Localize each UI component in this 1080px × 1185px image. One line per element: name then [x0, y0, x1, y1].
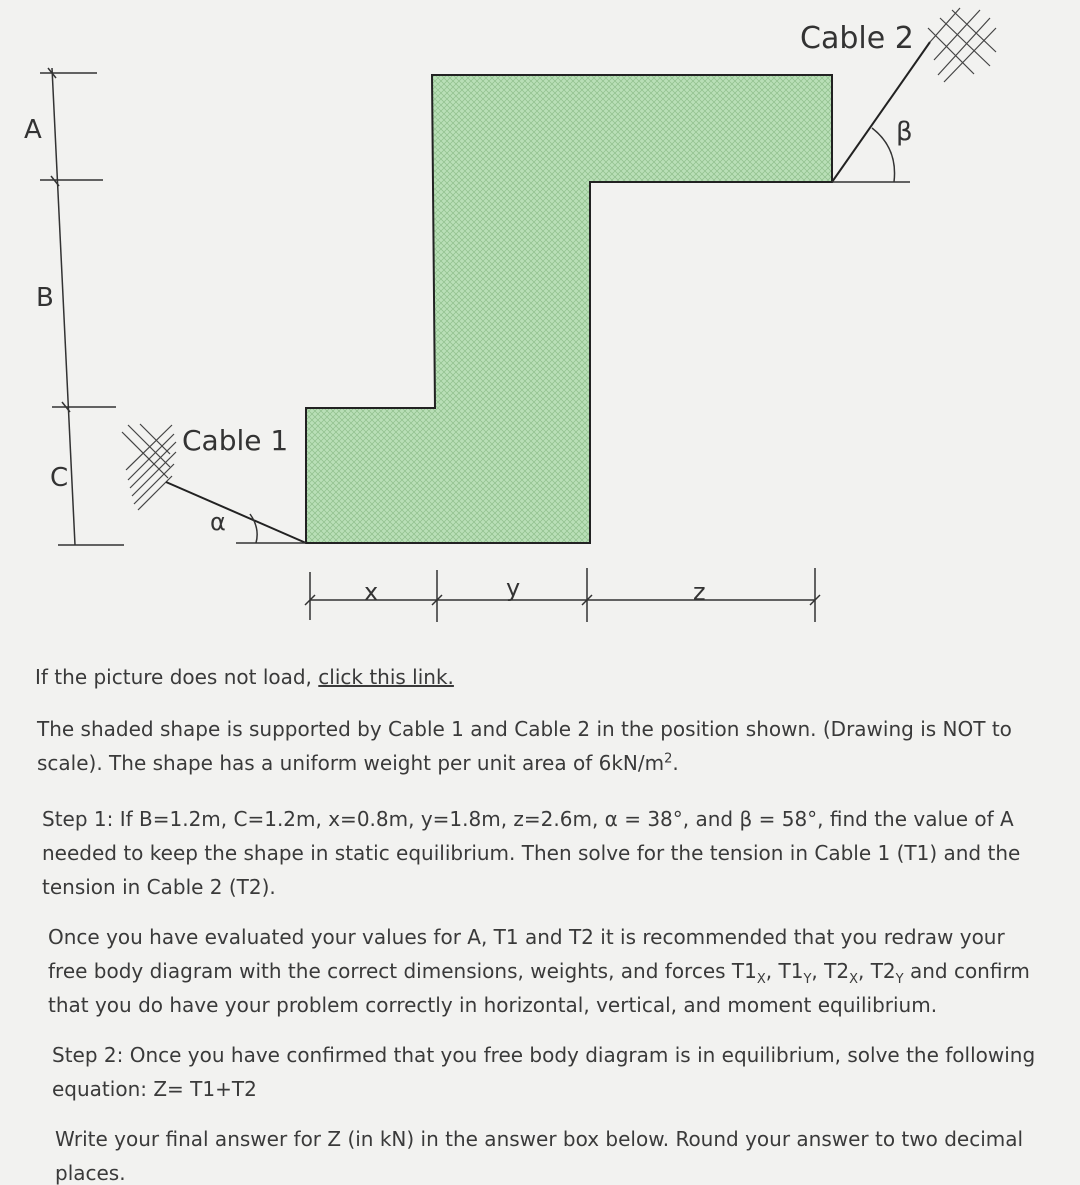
picture-link[interactable]: click this link.	[318, 665, 454, 689]
fbd-recommendation: Once you have evaluated your values for A, T1 and T2 it is recommended that you redraw your free body diagram with the correct dimensions, weights, and forces $T1_X$, $T1_Y$, $T2_X$, $T2_Y$ and confirm that you do have your problem correctly in horizontal, vertical, and moment equilibrium.	[48, 925, 1030, 1017]
picture-fallback-line	[35, 660, 1050, 694]
label-beta: β	[896, 117, 913, 147]
fallback-text: If the picture does not load,	[35, 665, 312, 689]
label-x: x	[364, 578, 379, 606]
label-cable1: Cable 1	[182, 424, 289, 457]
label-alpha: α	[210, 508, 226, 536]
label-B: B	[36, 283, 54, 313]
label-cable2: Cable 2	[800, 21, 914, 56]
problem-text	[30, 660, 1050, 1185]
label-y: y	[506, 574, 521, 602]
horizontal-dimension	[305, 568, 820, 622]
cable1-line	[166, 482, 306, 543]
beta-arc	[872, 128, 895, 182]
cable2-wall-support	[928, 8, 996, 82]
final-answer-instruction: Write your final answer for Z (in kN) in the answer box below. Round your answer to two decimal places.	[55, 1127, 1024, 1185]
problem-description: The shaded shape is supported by Cable 1 and Cable 2 in the position shown. (Drawing is NOT to scale). The shape has a uniform weight per unit area of $6kN/m^2$.	[37, 717, 1012, 775]
label-z: z	[693, 578, 706, 606]
shaded-shape	[306, 75, 832, 543]
cable2-line	[832, 42, 930, 182]
step1-text: Step 1: If B=1.2m, C=1.2m, x=0.8m, y=1.8m, z=2.6m, α = 38°, and β = 58°, find the value of A needed to keep the shape in static equilibrium. Then solve for the tension in Cable 1 (T1) and the tension in Cable 2 (T2).	[42, 807, 1021, 899]
label-A: A	[24, 115, 42, 145]
cable1-wall-support	[122, 424, 176, 510]
step2-text: Step 2: Once you have confirmed that you free body diagram is in equilibrium, solve the following equation: Z= T1+T2	[52, 1043, 1036, 1101]
label-C: C	[50, 463, 69, 493]
